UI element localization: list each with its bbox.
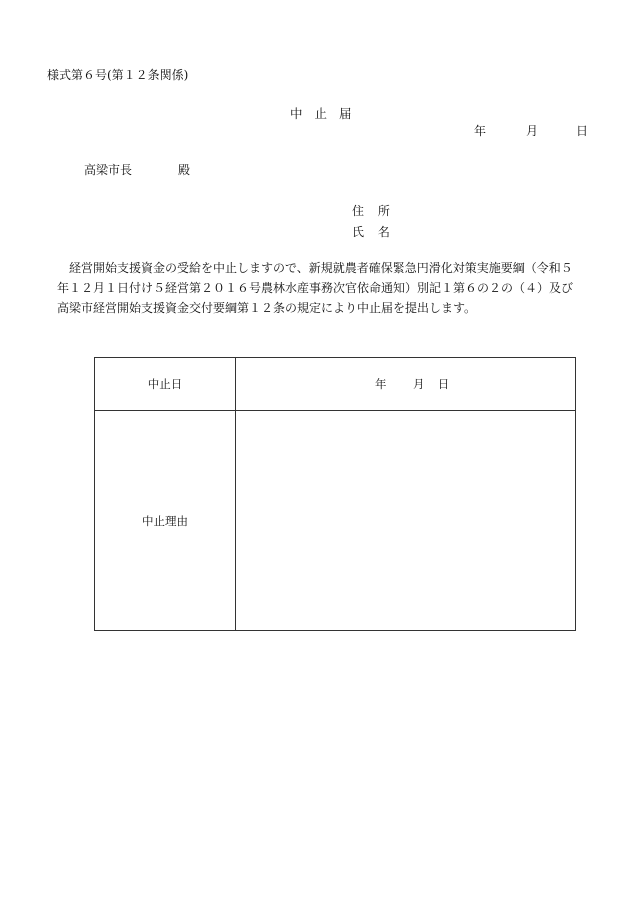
addressee-name: 高梁市長 [84, 163, 133, 177]
submission-year-label: 年 [474, 124, 487, 138]
suspension-year-label: 年 [375, 377, 387, 391]
submission-date-line [474, 122, 588, 139]
applicant-name-label: 氏 名 [352, 225, 395, 239]
table-row-suspension-reason [95, 411, 576, 631]
suspension-date-label: 中止日 [95, 358, 236, 411]
applicant-address-label: 住 所 [352, 204, 395, 218]
submission-day-label: 日 [576, 124, 589, 138]
suspension-reason-field[interactable] [236, 411, 576, 631]
body-line: 高梁市経営開始支援資金交付要綱第１２条の規定により中止届を提出します。 [57, 301, 477, 315]
document-title: 中 止 届 [290, 106, 356, 121]
body-line: 経営開始支援資金の受給を中止しますので、新規就農者確保緊急円滑化対策実施要綱（令和５ [69, 261, 573, 275]
submission-month-label: 月 [526, 124, 539, 138]
form-number: 様式第６号(第１２条関係) [47, 68, 189, 82]
suspension-month-label: 月 [413, 377, 425, 391]
body-line: 年１２月１日付け５経営第２０１６号農林水産事務次官依命通知）別記１第６の２の（４）及び [57, 281, 574, 295]
body-paragraph [57, 258, 585, 318]
addressee-honorific: 殿 [178, 163, 191, 177]
suspension-table [94, 357, 576, 631]
table-row-suspension-date [95, 358, 576, 411]
suspension-day-label: 日 [437, 377, 450, 391]
suspension-date-field[interactable] [236, 358, 576, 411]
suspension-reason-label: 中止理由 [95, 411, 236, 631]
addressee [84, 161, 190, 178]
